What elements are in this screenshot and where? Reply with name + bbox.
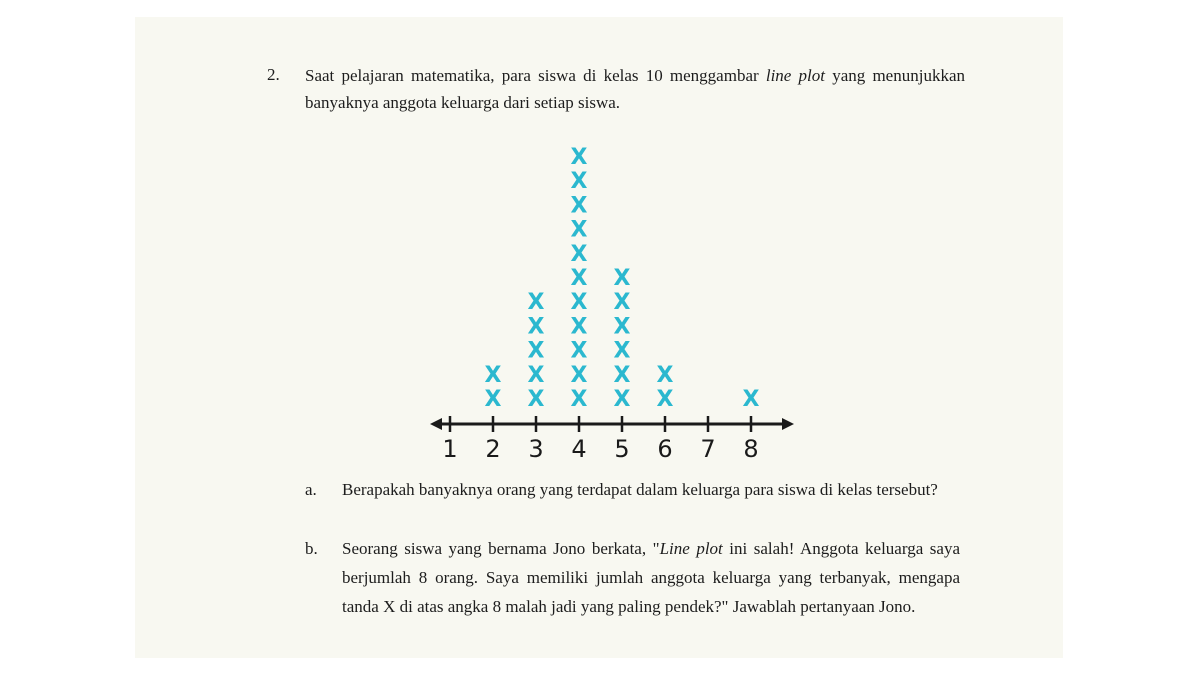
x-marker-4-7: X — [570, 241, 588, 267]
question-text-end: yang menunjukkan banyaknya anggota keluarga dari setiap siswa. — [305, 66, 965, 112]
x-marker-4-9: X — [570, 193, 588, 219]
x-marker-5-5: X — [613, 290, 631, 316]
x-marker-2-2: X — [484, 362, 502, 388]
tick-label-3: 3 — [528, 435, 544, 463]
x-marker-4-5: X — [570, 290, 588, 316]
x-marker-4-8: X — [570, 217, 588, 243]
x-marker-5-2: X — [613, 362, 631, 388]
x-marker-5-3: X — [613, 338, 631, 364]
line-plot-chart — [422, 142, 802, 482]
question-number: 2. — [267, 65, 280, 84]
x-marker-4-10: X — [570, 169, 588, 195]
x-marker-5-6: X — [613, 266, 631, 291]
question-text — [305, 62, 965, 116]
sub-question-a-label: a. — [305, 480, 317, 499]
arrow-left-icon — [430, 418, 442, 430]
tick-label-6: 6 — [657, 435, 673, 463]
x-marker-3-5: X — [527, 290, 545, 316]
arrow-right-icon — [782, 418, 794, 430]
x-marker-3-4: X — [527, 314, 545, 340]
tick-label-1: 1 — [442, 435, 458, 463]
textbook-page — [135, 17, 1063, 658]
question-italic-term: line plot — [765, 66, 825, 85]
x-marker-5-1: X — [613, 387, 631, 412]
x-marker-4-4: X — [570, 314, 588, 340]
sub-question-b-text — [342, 534, 960, 621]
marker-layer — [485, 145, 760, 412]
x-marker-4-2: X — [570, 362, 588, 388]
x-marker-4-11: X — [570, 145, 588, 170]
tick-label-5: 5 — [614, 435, 630, 463]
x-marker-6-2: X — [656, 362, 674, 388]
x-marker-6-1: X — [656, 387, 674, 412]
x-marker-3-1: X — [527, 387, 545, 412]
x-marker-3-2: X — [527, 362, 545, 388]
x-marker-4-6: X — [570, 266, 588, 291]
x-marker-8-1: X — [742, 387, 760, 412]
question-text-start: Saat pelajaran matematika, para siswa di kelas 10 menggambar — [305, 66, 766, 85]
sub-question-b-text-end: ini salah! Anggota keluarga saya berjumlah 8 orang. Saya memiliki jumlah anggota keluarga yang terbanyak, mengapa tanda X di atas angka 8 malah jadi yang paling pendek?" Jawablah pertanyaan Jono. — [342, 539, 960, 616]
sub-question-b-italic-term: Line plot — [659, 539, 723, 558]
x-marker-2-1: X — [484, 387, 502, 412]
x-marker-4-3: X — [570, 338, 588, 364]
tick-label-4: 4 — [571, 435, 587, 463]
x-marker-3-3: X — [527, 338, 545, 364]
tick-label-2: 2 — [485, 435, 501, 463]
sub-question-b-text-start: Seorang siswa yang bernama Jono berkata, " — [342, 539, 660, 558]
sub-question-b-label: b. — [305, 539, 318, 558]
x-marker-5-4: X — [613, 314, 631, 340]
tick-label-8: 8 — [743, 435, 759, 463]
sub-question-a-text: Berapakah banyaknya orang yang terdapat dalam keluarga para siswa di kelas tersebut? — [342, 480, 938, 499]
axis-layer — [430, 418, 794, 430]
x-marker-4-1: X — [570, 387, 588, 412]
tick-label-7: 7 — [700, 435, 716, 463]
tick-label-layer — [442, 435, 758, 463]
